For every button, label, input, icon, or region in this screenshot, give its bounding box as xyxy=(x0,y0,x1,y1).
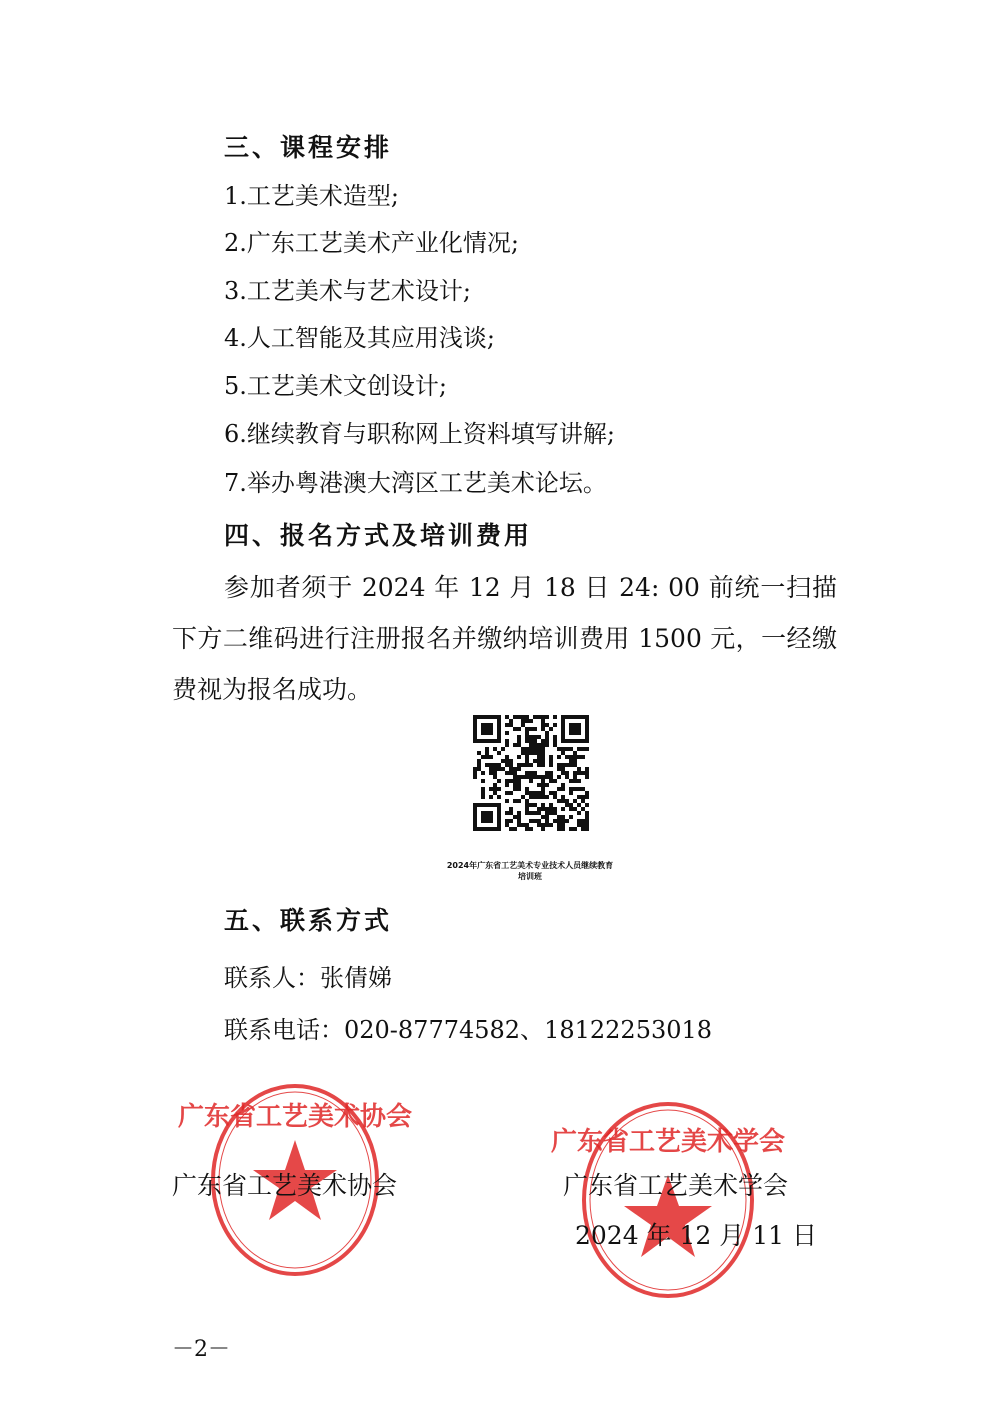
contact-person: 联系人：张倩娣 xyxy=(224,964,392,992)
course-item: 7.举办粤港澳大湾区工艺美术论坛。 xyxy=(224,469,607,497)
registration-paragraph: 参加者须于 2024 年 12 月 18 日 24: 00 前统一扫描下方二维码进行注册报名并缴纳培训费用 1500 元，一经缴费视为报名成功。 xyxy=(172,573,837,704)
course-item: 1.工艺美术造型; xyxy=(224,182,399,210)
org-right-name: 广东省工艺美术学会 xyxy=(563,1171,789,1200)
seal-left-arc-text: 广东省工艺美术协会 xyxy=(177,1102,413,1132)
course-item: 5.工艺美术文创设计; xyxy=(224,372,447,400)
courses-heading: 三、课程安排 xyxy=(224,133,393,162)
contact-phone: 联系电话：020-87774582、18122253018 xyxy=(224,1016,713,1044)
course-item: 6.继续教育与职称网上资料填写讲解; xyxy=(224,420,615,448)
qr-code-image xyxy=(470,712,592,846)
org-left-name: 广东省工艺美术协会 xyxy=(172,1171,398,1200)
signature-date: 2024 年 12 月 11 日 xyxy=(575,1221,817,1250)
course-item: 4.人工智能及其应用浅谈; xyxy=(224,324,495,352)
seal-right-arc-text: 广东省工艺美术学会 xyxy=(550,1127,786,1157)
qr-caption xyxy=(420,860,640,882)
registration-qr-code[interactable] xyxy=(470,712,592,846)
qr-caption-line1: 2024年广东省工艺美术专业技术人员继续教育 xyxy=(446,861,614,870)
contact-heading: 五、联系方式 xyxy=(224,906,393,935)
course-item: 2.广东工艺美术产业化情况; xyxy=(224,229,519,257)
course-item: 3.工艺美术与艺术设计; xyxy=(224,277,471,305)
qr-caption-line2: 培训班 xyxy=(518,872,542,881)
registration-heading: 四、报名方式及培训费用 xyxy=(224,521,533,550)
page-number: －2－ xyxy=(172,1337,230,1362)
